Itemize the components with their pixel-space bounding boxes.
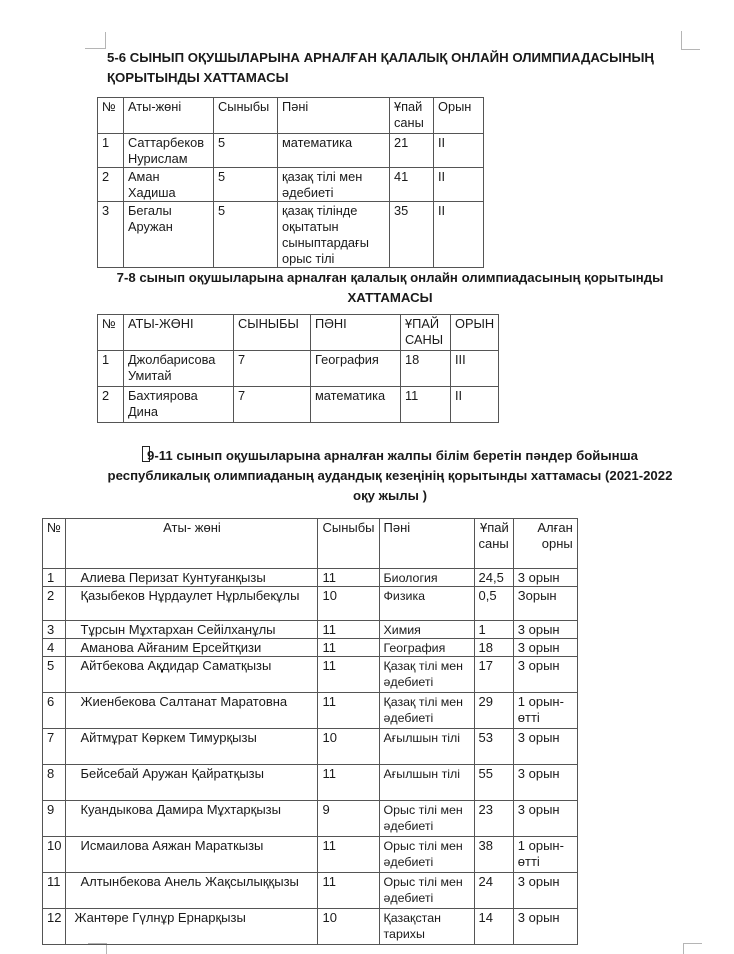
cell-grade: 5 bbox=[214, 202, 278, 268]
header-subject: Пәні bbox=[379, 519, 474, 569]
cell-subject: Қазақстан тарихы bbox=[379, 909, 474, 945]
table-row bbox=[98, 134, 484, 168]
cell-score: 41 bbox=[390, 168, 434, 202]
cell-score: 55 bbox=[474, 765, 513, 801]
cell-score: 35 bbox=[390, 202, 434, 268]
cell-grade: 10 bbox=[318, 729, 379, 765]
cell-subject: қазақ тілінде оқытатын сыныптардағы орыс тілі bbox=[278, 202, 390, 268]
cell-score: 18 bbox=[474, 639, 513, 657]
cell-name: Қазыбеков Нұрдаулет Нұрлыбекұлы bbox=[66, 587, 318, 621]
cell-subject: Қазақ тілі мен әдебиеті bbox=[379, 693, 474, 729]
table-header-row bbox=[98, 315, 499, 351]
cell-score: 53 bbox=[474, 729, 513, 765]
cell-score: 11 bbox=[401, 387, 451, 423]
cell-name: Джолбарисова Умитай bbox=[124, 351, 234, 387]
cell-score: 1 bbox=[474, 621, 513, 639]
table-row bbox=[43, 621, 578, 639]
table-header-row bbox=[98, 98, 484, 134]
cell-no: 4 bbox=[43, 639, 66, 657]
cell-no: 2 bbox=[98, 168, 124, 202]
cell-no: 3 bbox=[98, 202, 124, 268]
section1-title: 5-6 СЫНЫП ОҚУШЫЛАРЫНА АРНАЛҒАН ҚАЛАЛЫҚ ОНЛАЙН ОЛИМПИАДАСЫНЫҢ ҚОРЫТЫНДЫ ХАТТАМАСЫ bbox=[107, 50, 654, 85]
table-row bbox=[43, 587, 578, 621]
section3-title bbox=[95, 446, 685, 506]
cell-score: 14 bbox=[474, 909, 513, 945]
cell-subject: математика bbox=[311, 387, 401, 423]
cell-no: 11 bbox=[43, 873, 66, 909]
cell-subject: Орыс тілі мен әдебиеті bbox=[379, 837, 474, 873]
cell-subject: Орыс тілі мен әдебиеті bbox=[379, 873, 474, 909]
cell-place: 3 орын bbox=[513, 765, 577, 801]
cell-name: Бейсебай Аружан Қайратқызы bbox=[66, 765, 318, 801]
cell-place: 3 орын bbox=[513, 621, 577, 639]
table-row bbox=[43, 569, 578, 587]
header-score: Ұпай саны bbox=[390, 98, 434, 134]
section2-title: 7-8 сынып оқушыларына арналған қалалық онлайн олимпиадасының қорытынды ХАТТАМАСЫ bbox=[116, 270, 664, 305]
cell-subject: қазақ тілі мен әдебиеті bbox=[278, 168, 390, 202]
cell-score: 17 bbox=[474, 657, 513, 693]
cell-no: 7 bbox=[43, 729, 66, 765]
cell-name: Исмаилова Аяжан Мараткызы bbox=[66, 837, 318, 873]
cell-place: II bbox=[434, 134, 484, 168]
cell-subject: География bbox=[379, 639, 474, 657]
cell-place: 3 орын bbox=[513, 873, 577, 909]
cell-subject: Орыс тілі мен әдебиеті bbox=[379, 801, 474, 837]
header-subject: Пәні bbox=[278, 98, 390, 134]
cell-name: Бегалы Аружан bbox=[124, 202, 214, 268]
cell-no: 9 bbox=[43, 801, 66, 837]
header-score: ҰПАЙ САНЫ bbox=[401, 315, 451, 351]
header-place: ОРЫН bbox=[451, 315, 499, 351]
cell-score: 23 bbox=[474, 801, 513, 837]
table-row bbox=[43, 909, 578, 945]
cell-place: II bbox=[451, 387, 499, 423]
cell-name: Бахтиярова Дина bbox=[124, 387, 234, 423]
header-score: Ұпай саны bbox=[474, 519, 513, 569]
cell-subject: География bbox=[311, 351, 401, 387]
cell-name: Тұрсын Мұхтархан Сейілханұлы bbox=[66, 621, 318, 639]
cell-name: Куандыкова Дамира Мұхтарқызы bbox=[66, 801, 318, 837]
cell-grade: 11 bbox=[318, 837, 379, 873]
cell-no: 1 bbox=[43, 569, 66, 587]
cell-place: 3 орын bbox=[513, 657, 577, 693]
cell-subject: Физика bbox=[379, 587, 474, 621]
table-row bbox=[43, 837, 578, 873]
table-row bbox=[98, 351, 499, 387]
section2-results-table bbox=[97, 314, 499, 423]
cell-subject: Қазақ тілі мен әдебиеті bbox=[379, 657, 474, 693]
cell-no: 6 bbox=[43, 693, 66, 729]
table-row bbox=[43, 729, 578, 765]
cell-score: 21 bbox=[390, 134, 434, 168]
cell-name: Алиева Перизат Кунтуғанқызы bbox=[66, 569, 318, 587]
header-name: Аты-жөні bbox=[124, 98, 214, 134]
cell-no: 5 bbox=[43, 657, 66, 693]
table-row bbox=[43, 801, 578, 837]
cell-grade: 7 bbox=[234, 351, 311, 387]
cell-name: Жиенбекова Салтанат Маратовна bbox=[66, 693, 318, 729]
cell-place: 3 орын bbox=[513, 569, 577, 587]
header-place: Орын bbox=[434, 98, 484, 134]
cell-no: 12 bbox=[43, 909, 66, 945]
header-grade: Сыныбы bbox=[214, 98, 278, 134]
header-no: № bbox=[98, 98, 124, 134]
header-grade: Сыныбы bbox=[318, 519, 379, 569]
cell-grade: 11 bbox=[318, 621, 379, 639]
table-row bbox=[43, 693, 578, 729]
cell-place: III bbox=[451, 351, 499, 387]
cell-place: 3 орын bbox=[513, 801, 577, 837]
cell-no: 2 bbox=[98, 387, 124, 423]
table-row bbox=[43, 765, 578, 801]
cell-no: 1 bbox=[98, 134, 124, 168]
table-row bbox=[98, 202, 484, 268]
cell-score: 29 bbox=[474, 693, 513, 729]
cell-no: 2 bbox=[43, 587, 66, 621]
cell-name: Алтынбекова Анель Жақсылыққызы bbox=[66, 873, 318, 909]
cell-grade: 11 bbox=[318, 639, 379, 657]
cell-grade: 10 bbox=[318, 909, 379, 945]
cell-place: 3 орын bbox=[513, 729, 577, 765]
cell-grade: 11 bbox=[318, 569, 379, 587]
cell-name: Аманова Айғаним Ерсейтқизи bbox=[66, 639, 318, 657]
cell-score: 38 bbox=[474, 837, 513, 873]
cell-subject: Химия bbox=[379, 621, 474, 639]
header-no: № bbox=[98, 315, 124, 351]
header-place: Алған орны bbox=[513, 519, 577, 569]
cell-no: 1 bbox=[98, 351, 124, 387]
header-name: АТЫ-ЖӨНІ bbox=[124, 315, 234, 351]
cell-subject: Биология bbox=[379, 569, 474, 587]
table-row bbox=[43, 639, 578, 657]
section1-results-table bbox=[97, 97, 484, 268]
cell-no: 10 bbox=[43, 837, 66, 873]
cell-name: Аман Хадиша bbox=[124, 168, 214, 202]
cell-score: 18 bbox=[401, 351, 451, 387]
cell-grade: 10 bbox=[318, 587, 379, 621]
header-no: № bbox=[43, 519, 66, 569]
cell-grade: 11 bbox=[318, 693, 379, 729]
cell-place: Зорын bbox=[513, 587, 577, 621]
cell-grade: 5 bbox=[214, 134, 278, 168]
cell-score: 0,5 bbox=[474, 587, 513, 621]
cell-place: II bbox=[434, 168, 484, 202]
table-row bbox=[43, 657, 578, 693]
cell-grade: 9 bbox=[318, 801, 379, 837]
cell-subject: Ағылшын тілі bbox=[379, 729, 474, 765]
cell-place: 1 орын-өтті bbox=[513, 693, 577, 729]
cell-subject: Ағылшын тілі bbox=[379, 765, 474, 801]
cell-grade: 7 bbox=[234, 387, 311, 423]
cell-name: Жантөре Гүлнұр Ернарқызы bbox=[66, 909, 318, 945]
table-header-row bbox=[43, 519, 578, 569]
table-row bbox=[43, 873, 578, 909]
table-row bbox=[98, 387, 499, 423]
cell-place: 3 орын bbox=[513, 639, 577, 657]
cell-place: 3 орын bbox=[513, 909, 577, 945]
header-name: Аты- жөні bbox=[66, 519, 318, 569]
crop-mark-bottom-right bbox=[683, 943, 702, 954]
cell-no: 3 bbox=[43, 621, 66, 639]
section3-results-table bbox=[42, 518, 578, 945]
cell-place: 1 орын-өтті bbox=[513, 837, 577, 873]
header-grade: СЫНЫБЫ bbox=[234, 315, 311, 351]
cell-score: 24,5 bbox=[474, 569, 513, 587]
header-subject: ПӘНІ bbox=[311, 315, 401, 351]
cell-grade: 5 bbox=[214, 168, 278, 202]
cell-place: II bbox=[434, 202, 484, 268]
section3-title-lead: 9 bbox=[147, 448, 155, 463]
cell-grade: 11 bbox=[318, 765, 379, 801]
cell-name: Айтмұрат Көркем Тимурқызы bbox=[66, 729, 318, 765]
cell-grade: 11 bbox=[318, 873, 379, 909]
cell-name: Саттарбеков Нурислам bbox=[124, 134, 214, 168]
cell-name: Айтбекова Ақдидар Саматқызы bbox=[66, 657, 318, 693]
cell-score: 24 bbox=[474, 873, 513, 909]
crop-mark-top-left bbox=[85, 32, 106, 49]
cell-subject: математика bbox=[278, 134, 390, 168]
cell-no: 8 bbox=[43, 765, 66, 801]
cell-grade: 11 bbox=[318, 657, 379, 693]
section3-title-text: -11 сынып оқушыларына арналған жалпы білім беретін пәндер бойынша республикалық олимпиаданың аудандық кезеңінің қорытынды хаттамасы (2021-2022 оқу жылы ) bbox=[107, 448, 673, 503]
table-row bbox=[98, 168, 484, 202]
